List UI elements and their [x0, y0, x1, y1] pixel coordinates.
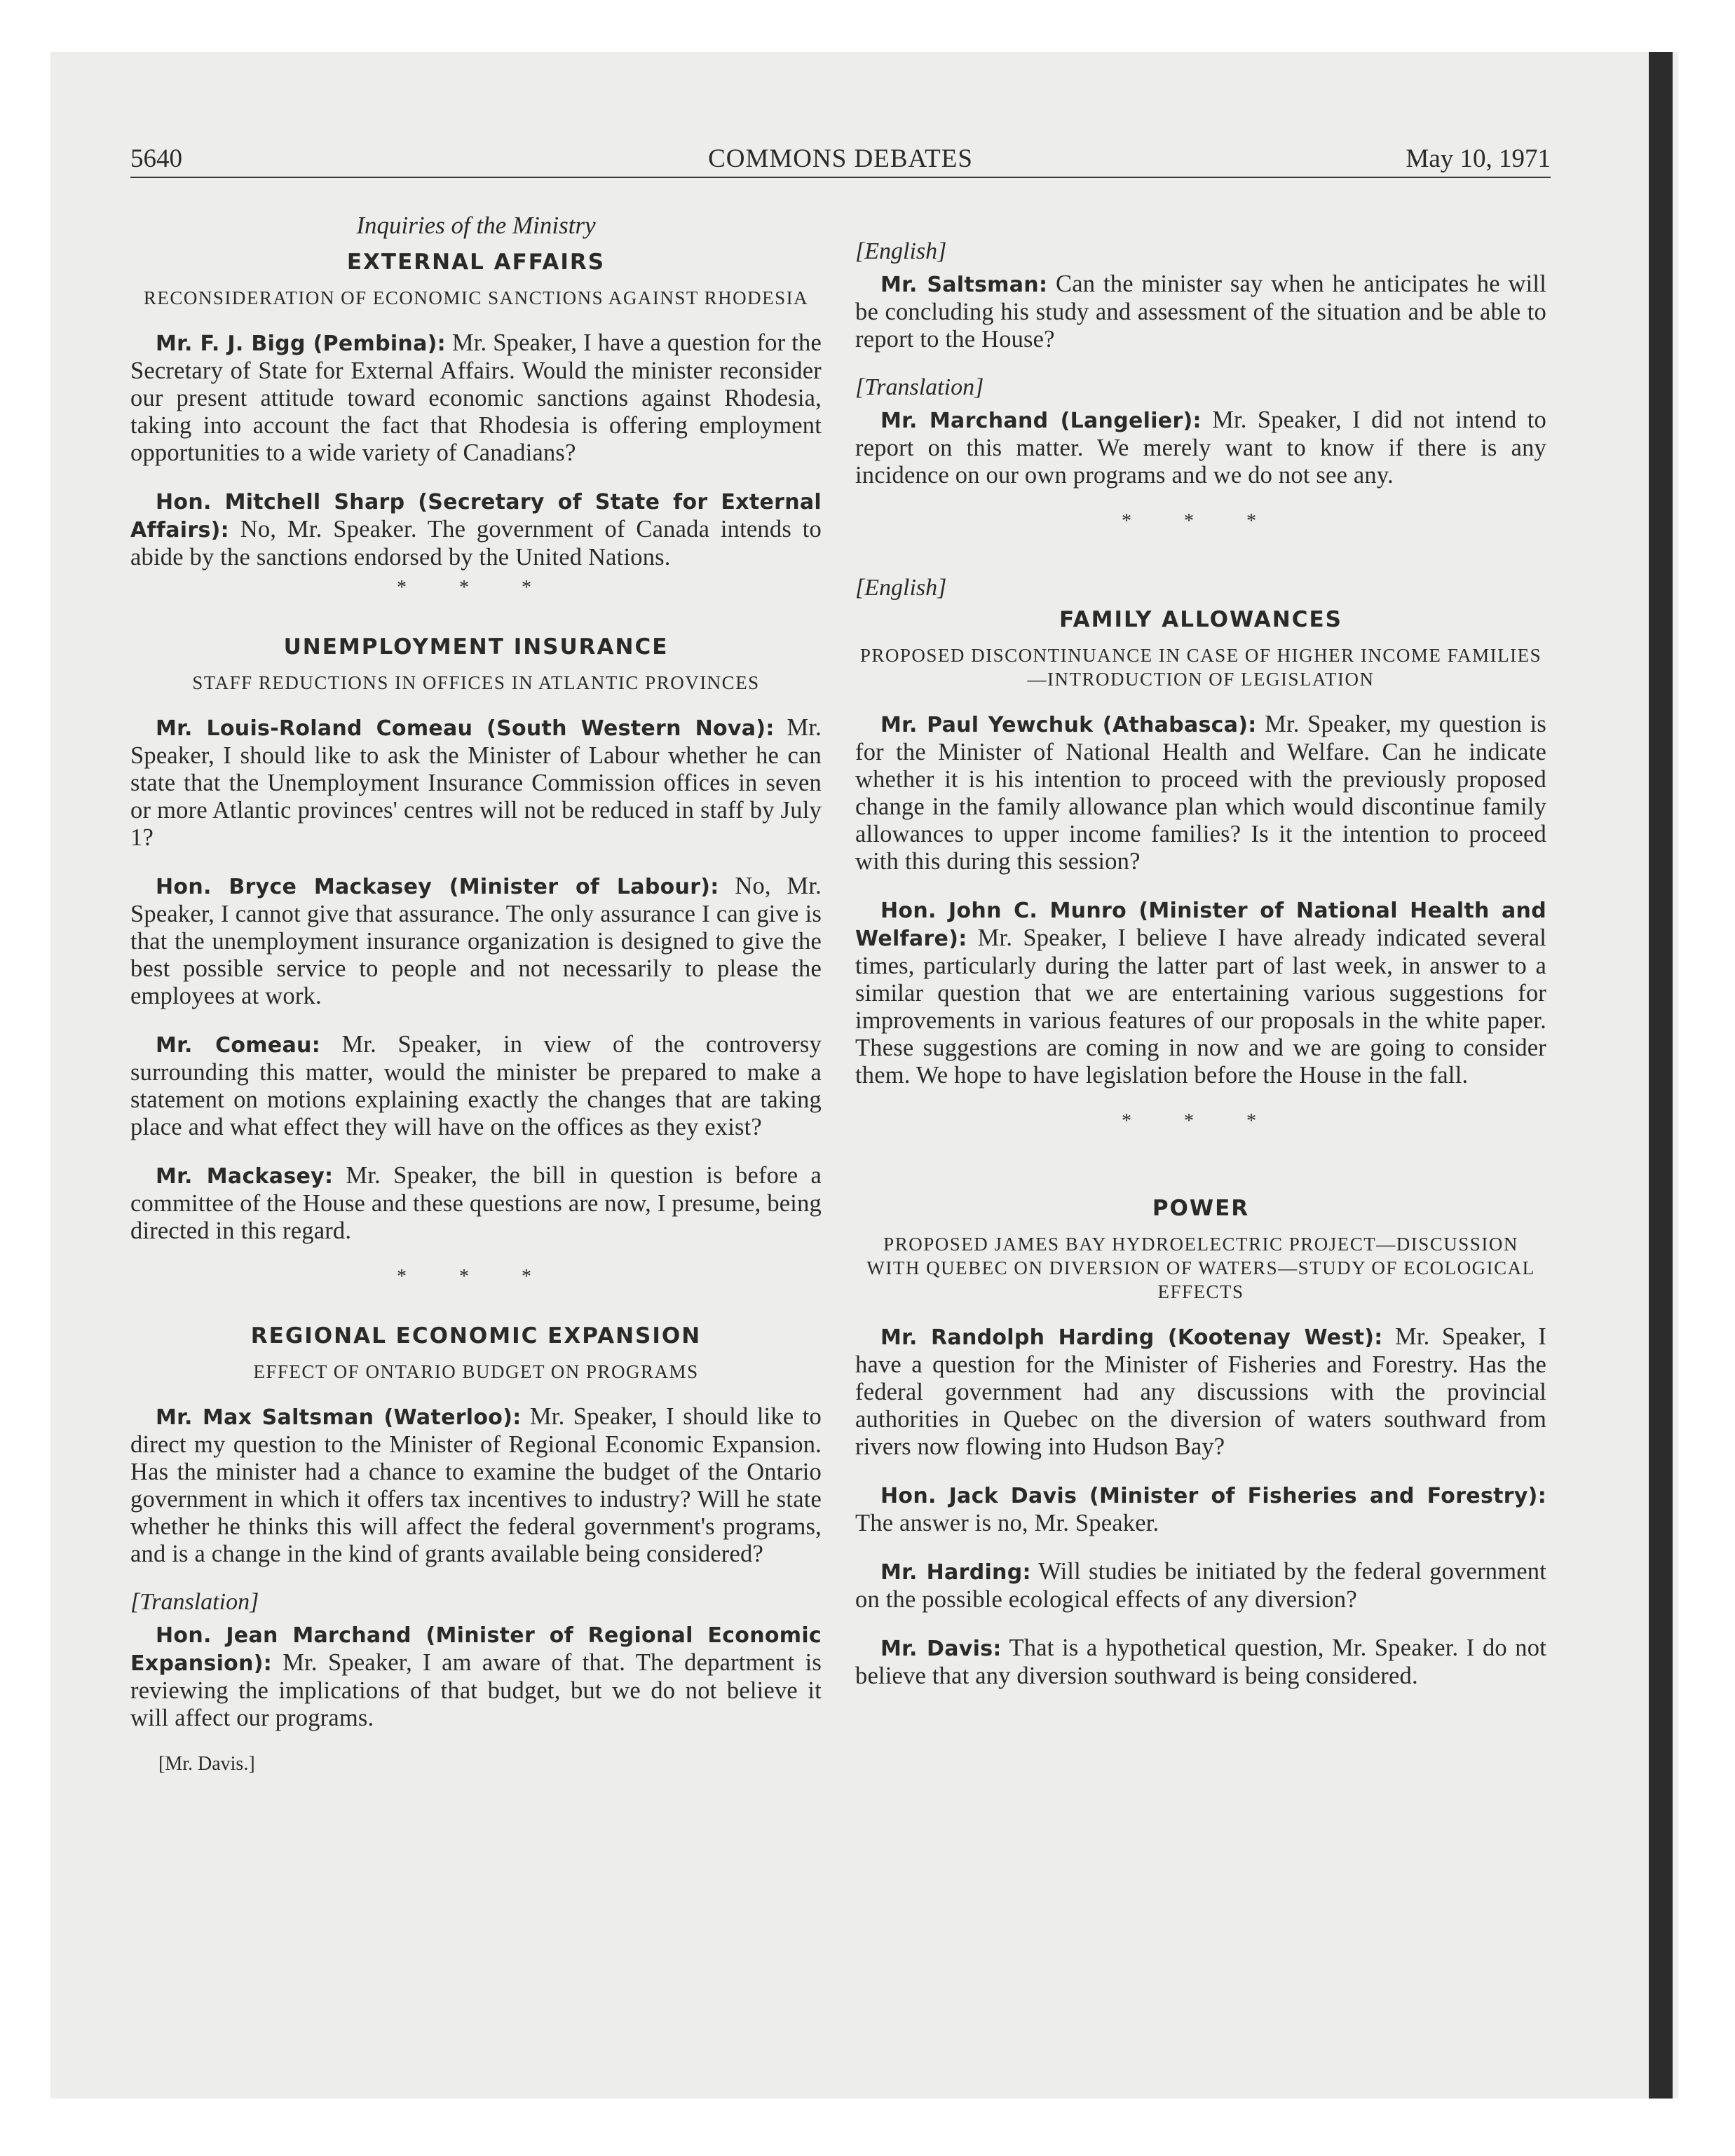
section-heading: Inquiries of the Ministry — [356, 212, 596, 239]
speech-paragraph — [855, 1558, 1546, 1613]
speaker-name: Hon. Mitchell Sharp (Secretary of State for External Affairs): — [130, 490, 822, 543]
speech-paragraph — [855, 896, 1546, 1089]
section-separator: * * * — [1122, 1110, 1280, 1132]
speech-paragraph — [855, 407, 1546, 489]
speech-text: Mr. Speaker, my question is for the Minister of National Health and Welfare. Can he indicate whether it is his intention to proceed with the previously proposed change in the family allowance plan which would discontinue family allowances to upper income families? Is it the intention to proceed with this during this session? — [855, 711, 1546, 875]
topic-heading-power: POWER — [1152, 1196, 1250, 1221]
speaker-name: Mr. Harding: — [880, 1560, 1031, 1585]
speech-text: Mr. Speaker, I should like to ask the Minister of Labour whether he can state that the Unemployment Insurance Commission offices in seven or more Atlantic provinces' centres will not be reduced in staff by July 1? — [130, 714, 822, 851]
topic-subheading: EFFECT OF ONTARIO BUDGET ON PROGRAMS — [253, 1361, 699, 1382]
speaker-name: Mr. Saltsman: — [880, 273, 1048, 297]
speaker-footer-note: [Mr. Davis.] — [158, 1753, 255, 1775]
speech-paragraph — [855, 271, 1546, 353]
right-column — [855, 203, 1546, 1711]
speech-text: Mr. Speaker, in view of the controversy surrounding this matter, would the minister be prepared to make a statement on motions explaining exactly the changes that are taking place and what effect they will have on the offices as they exist? — [130, 1031, 822, 1140]
topic-subheading: RECONSIDERATION OF ECONOMIC SANCTIONS AGAINST RHODESIA — [143, 287, 809, 308]
speech-text: The answer is no, Mr. Speaker. — [855, 1510, 1159, 1536]
speech-paragraph — [130, 1403, 822, 1568]
page-number: 5640 — [130, 144, 182, 173]
speaker-name: Mr. F. J. Bigg (Pembina): — [156, 332, 446, 356]
speech-paragraph — [855, 1635, 1546, 1690]
speaker-name: Mr. Davis: — [880, 1637, 1002, 1661]
speech-paragraph — [130, 1031, 822, 1141]
topic-heading-regional-economic-expansion: REGIONAL ECONOMIC EXPANSION — [250, 1323, 702, 1349]
speaker-name: Mr. Comeau: — [156, 1033, 321, 1058]
speech-paragraph — [130, 329, 822, 467]
section-separator: * * * — [397, 1266, 555, 1288]
speech-paragraph — [130, 873, 822, 1010]
speech-text: Mr. Speaker, the bill in question is before a committee of the House and these questions are now, I presume, being directed in this regard. — [130, 1162, 822, 1244]
speech-text: That is a hypothetical question, Mr. Speaker. I do not believe that any diversion southward is being considered. — [855, 1635, 1546, 1689]
topic-subheading: PROPOSED DISCONTINUANCE IN CASE OF HIGHER INCOME FAMILIES—INTRODUCTION OF LEGISLATION — [859, 645, 1542, 690]
topic-subheading: STAFF REDUCTIONS IN OFFICES IN ATLANTIC PROVINCES — [192, 672, 760, 693]
topic-heading-external-affairs: EXTERNAL AFFAIRS — [346, 250, 606, 275]
speech-paragraph — [855, 1482, 1546, 1537]
speech-text: Mr. Speaker, I did not intend to report on this matter. We merely want to know if there is any incidence on our own programs and we do not see any. — [855, 407, 1547, 489]
speech-text: Mr. Speaker, I have a question for the Minister of Fisheries and Forestry. Has the federal government had any discussions with the provincial authorities in Quebec on the diversion of waters southward from rivers now flowing into Hudson Bay? — [855, 1323, 1546, 1460]
publication-date: May 10, 1971 — [1406, 144, 1551, 173]
page-header — [130, 142, 1551, 178]
topic-heading-family-allowances: FAMILY ALLOWANCES — [1059, 607, 1342, 632]
speech-text: Mr. Speaker, I have a question for the Secretary of State for External Affairs. Would the minister reconsider our present attitude toward economic sanctions against Rhodesia, taking into account the fact that Rhodesia is offering employment opportunities to a wide variety of Canadians? — [130, 329, 822, 466]
speech-text: Mr. Speaker, I should like to direct my question to the Minister of Regional Economic Expansion. Has the minister had a chance to examine the budget of the Ontario government in which it offers tax incentives to industry? Will he state whether he thinks this will affect the federal government's programs, and is a change in the kind of grants available being considered? — [130, 1403, 822, 1567]
speech-text: Mr. Speaker, I believe I have already indicated several times, particularly during the latter part of last week, in answer to a similar question that we are entertaining various suggestions for improvements in various features of our proposals in the white paper. These suggestions are coming in now and we are going to consider them. We hope to have legislation before the House in the fall. — [855, 925, 1546, 1089]
left-column — [130, 203, 822, 1775]
language-marker: [English] — [855, 238, 947, 264]
speaker-name: Hon. Jack Davis (Minister of Fisheries and Forestry): — [880, 1484, 1546, 1508]
speaker-name: Mr. Randolph Harding (Kootenay West): — [880, 1325, 1383, 1350]
section-separator: * * * — [397, 577, 555, 599]
speech-paragraph — [855, 711, 1546, 875]
speech-paragraph — [130, 1162, 822, 1245]
speech-text: Can the minister say when he anticipates he will be concluding his study and assessment of the situation and be able to report to the House? — [855, 271, 1546, 353]
publication-title: COMMONS DEBATES — [708, 144, 973, 173]
topic-subheading: PROPOSED JAMES BAY HYDROELECTRIC PROJECT—DISCUSSION WITH QUEBEC ON DIVERSION OF WATERS—STUDY OF ECOLOGICAL EFFECTS — [866, 1234, 1535, 1302]
speaker-name: Mr. Max Saltsman (Waterloo): — [156, 1405, 522, 1430]
topic-heading-unemployment-insurance: UNEMPLOYMENT INSURANCE — [283, 634, 669, 660]
speaker-name: Mr. Paul Yewchuk (Athabasca): — [880, 713, 1257, 737]
speech-text: No, Mr. Speaker. The government of Canada intends to abide by the sanctions endorsed by the United Nations. — [130, 516, 822, 571]
speaker-name: Hon. Jean Marchand (Minister of Regional Economic Expansion): — [130, 1623, 822, 1676]
speech-text: Will studies be initiated by the federal government on the possible ecological effects of any diversion? — [855, 1558, 1546, 1613]
scan-edge-shadow — [1649, 52, 1673, 2099]
speaker-name: Mr. Marchand (Langelier): — [880, 409, 1202, 433]
language-marker: [English] — [855, 575, 947, 601]
speaker-name: Mr. Mackasey: — [156, 1164, 334, 1189]
speech-text: Mr. Speaker, I am aware of that. The department is reviewing the implications of that budget, but we do not believe it will affect our programs. — [130, 1649, 822, 1731]
speaker-name: Hon. Bryce Mackasey (Minister of Labour): — [156, 875, 719, 899]
speech-paragraph — [130, 714, 822, 852]
language-marker: [Translation] — [130, 1589, 259, 1615]
language-marker: [Translation] — [855, 374, 984, 400]
speech-paragraph — [130, 488, 822, 571]
speaker-name: Hon. John C. Munro (Minister of National Health and Welfare): — [855, 899, 1546, 951]
speech-paragraph — [855, 1323, 1546, 1461]
speaker-name: Mr. Louis-Roland Comeau (South Western Nova): — [156, 716, 775, 741]
speech-paragraph — [130, 1621, 822, 1732]
speech-text: No, Mr. Speaker, I cannot give that assurance. The only assurance I can give is that the unemployment insurance organization is designed to give the best possible service to people and not necessarily to please the employees at work. — [130, 873, 822, 1009]
section-separator: * * * — [1122, 510, 1280, 532]
